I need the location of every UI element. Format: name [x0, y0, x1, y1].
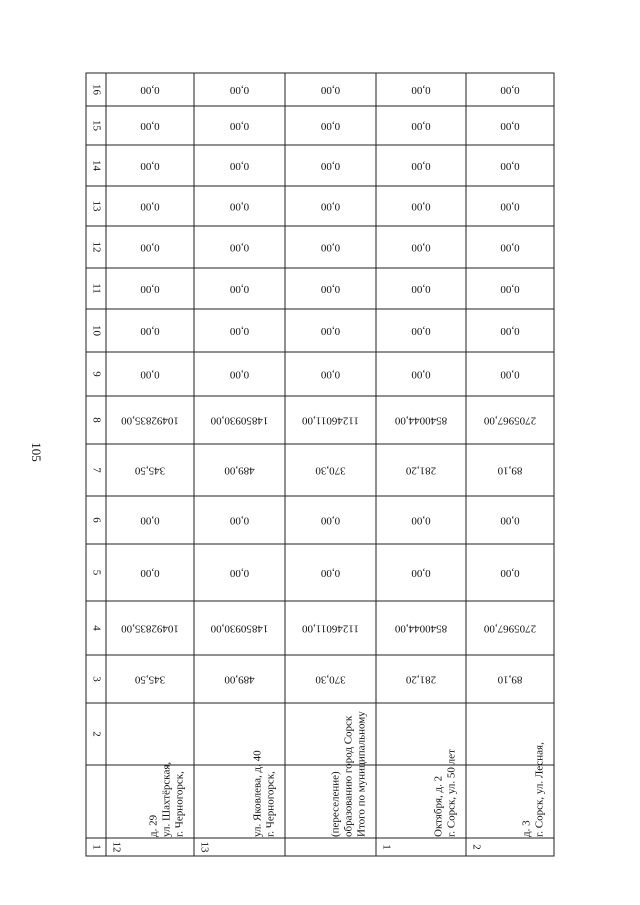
- rotated-table: [86, 73, 554, 856]
- table-cell-value: 370,30: [315, 464, 346, 477]
- table-cell-value: 0,00: [411, 83, 431, 96]
- address-line: Октября, д. 2: [432, 775, 445, 837]
- table-cell-value: 0,00: [320, 566, 341, 579]
- column-header-8: 8: [90, 417, 103, 423]
- table-cell-value: 0,00: [320, 200, 341, 213]
- table-cell-value: 281,20: [405, 673, 437, 686]
- address-line: г. Черногорск,: [173, 771, 186, 837]
- table-cell-value: 0,00: [411, 159, 431, 172]
- column-header-12: 12: [90, 241, 103, 253]
- address-line: д. 29: [147, 814, 160, 837]
- column-header-3: 3: [90, 676, 103, 682]
- column-header-16: 16: [90, 84, 103, 95]
- address-line: г. Черногорск,: [264, 771, 277, 837]
- column-header-7: 7: [90, 467, 103, 473]
- table-cell-value: 0,00: [140, 368, 160, 381]
- table-cell-value: 0,00: [500, 83, 520, 96]
- column-header-11: 11: [90, 283, 103, 294]
- table-cell-value: 0,00: [140, 282, 160, 295]
- table-cell-value: 0,00: [229, 241, 250, 254]
- column-header-15: 15: [90, 120, 103, 131]
- table-grid: [86, 73, 554, 856]
- table-cell-value: 0,00: [411, 282, 431, 295]
- table-cell-value: 0,00: [140, 514, 160, 527]
- address-line: д. 3: [520, 820, 533, 837]
- table-cell-value: 89,10: [497, 464, 523, 477]
- column-header-2: 2: [90, 731, 103, 737]
- column-header-14: 14: [90, 160, 103, 171]
- column-header-13: 13: [90, 200, 103, 212]
- address-line: г. Сорск, ул. Лесная,: [533, 742, 546, 837]
- column-header-10: 10: [90, 325, 103, 336]
- table-cell-value: 0,00: [229, 83, 250, 96]
- table-cell-value: 0,00: [320, 119, 341, 132]
- table-cell-value: 345,50: [134, 464, 166, 477]
- table-cell-value: 0,00: [229, 200, 250, 213]
- column-header-1: 1: [90, 844, 103, 850]
- table-cell-value: 0,00: [500, 566, 520, 579]
- table-cell-value: 0,00: [140, 566, 160, 579]
- column-header-4: 4: [90, 625, 103, 631]
- address-line: (переселение): [329, 771, 342, 837]
- row-number: 12: [110, 841, 123, 853]
- table-cell-value: 0,00: [500, 200, 520, 213]
- table-cell-value: 0,00: [500, 241, 520, 254]
- address-line: ул. Шахтёрская,: [160, 761, 173, 837]
- table-cell-value: 0,00: [500, 324, 520, 337]
- table-cell-value: 0,00: [411, 514, 431, 527]
- table-cell-value: 489,00: [224, 464, 255, 477]
- table-cell-value: 489,00: [224, 673, 255, 686]
- table-cell-value: 0,00: [140, 159, 160, 172]
- table-cell-value: 8540044,00: [394, 414, 448, 427]
- table-cell-value: 0,00: [500, 368, 520, 381]
- table-cell-value: 2705967,00: [483, 414, 537, 427]
- table-cell-value: 0,00: [500, 282, 520, 295]
- table-cell-value: 345,50: [134, 673, 166, 686]
- address-line: г. Сорск, ул. 50 лет: [445, 749, 458, 837]
- table-cell-value: 0,00: [320, 159, 341, 172]
- table-cell-value: 0,00: [140, 241, 160, 254]
- table-cell-value: 0,00: [229, 159, 250, 172]
- table-cell-value: 0,00: [411, 241, 431, 254]
- column-header-6: 6: [90, 517, 103, 523]
- address-line: ул. Яковлева, д. 40: [251, 750, 264, 837]
- address-line: образованию город Сорск: [342, 715, 355, 837]
- table-cell-value: 0,00: [500, 159, 520, 172]
- table-cell-value: 0,00: [229, 368, 250, 381]
- table-cell-value: 0,00: [411, 368, 431, 381]
- table-cell-value: 281,20: [405, 464, 437, 477]
- table-cell-value: 0,00: [320, 514, 341, 527]
- column-header-9: 9: [90, 371, 103, 377]
- table-cell-value: 0,00: [229, 324, 250, 337]
- table-cell-value: 0,00: [140, 200, 160, 213]
- table-cell-value: 0,00: [320, 324, 341, 337]
- table-cell-value: 0,00: [411, 119, 431, 132]
- table-cell-value: 10492835,00: [121, 622, 179, 635]
- row-number: 2: [470, 844, 483, 850]
- table-cell-value: 0,00: [411, 566, 431, 579]
- table-cell-value: 0,00: [229, 566, 250, 579]
- table-cell-value: 14850930,00: [210, 622, 269, 635]
- address-line: Итого по муниципальному: [355, 711, 368, 837]
- table-cell-value: 0,00: [411, 324, 431, 337]
- table-cell-value: 0,00: [320, 368, 341, 381]
- table-cell-value: 0,00: [229, 514, 250, 527]
- table-cell-value: 0,00: [500, 119, 520, 132]
- table-cell-value: 11246011,00: [302, 414, 359, 427]
- table-cell-value: 11246011,00: [302, 622, 359, 635]
- table-cell-value: 0,00: [411, 200, 431, 213]
- table-cell-value: 0,00: [229, 119, 250, 132]
- page-number: 105: [29, 442, 44, 462]
- table-cell-value: 370,30: [315, 673, 346, 686]
- table-cell-value: 2705967,00: [483, 622, 537, 635]
- table-cell-value: 0,00: [320, 282, 341, 295]
- table-cell-value: 0,00: [500, 514, 520, 527]
- table-cell-value: 14850930,00: [210, 414, 269, 427]
- table-cell-value: 0,00: [229, 282, 250, 295]
- table-cell-value: 0,00: [320, 83, 341, 96]
- column-header-5: 5: [90, 569, 103, 576]
- table-cell-value: 10492835,00: [121, 414, 179, 427]
- table-cell-value: 0,00: [140, 83, 160, 96]
- table-cell-value: 0,00: [320, 241, 341, 254]
- table-cell-value: 89,10: [497, 673, 523, 686]
- table-cell-value: 0,00: [140, 119, 160, 132]
- table-cell-value: 8540044,00: [394, 622, 448, 635]
- table-cell-value: 0,00: [140, 324, 160, 337]
- row-number: 1: [380, 844, 393, 850]
- row-number: 13: [198, 841, 211, 853]
